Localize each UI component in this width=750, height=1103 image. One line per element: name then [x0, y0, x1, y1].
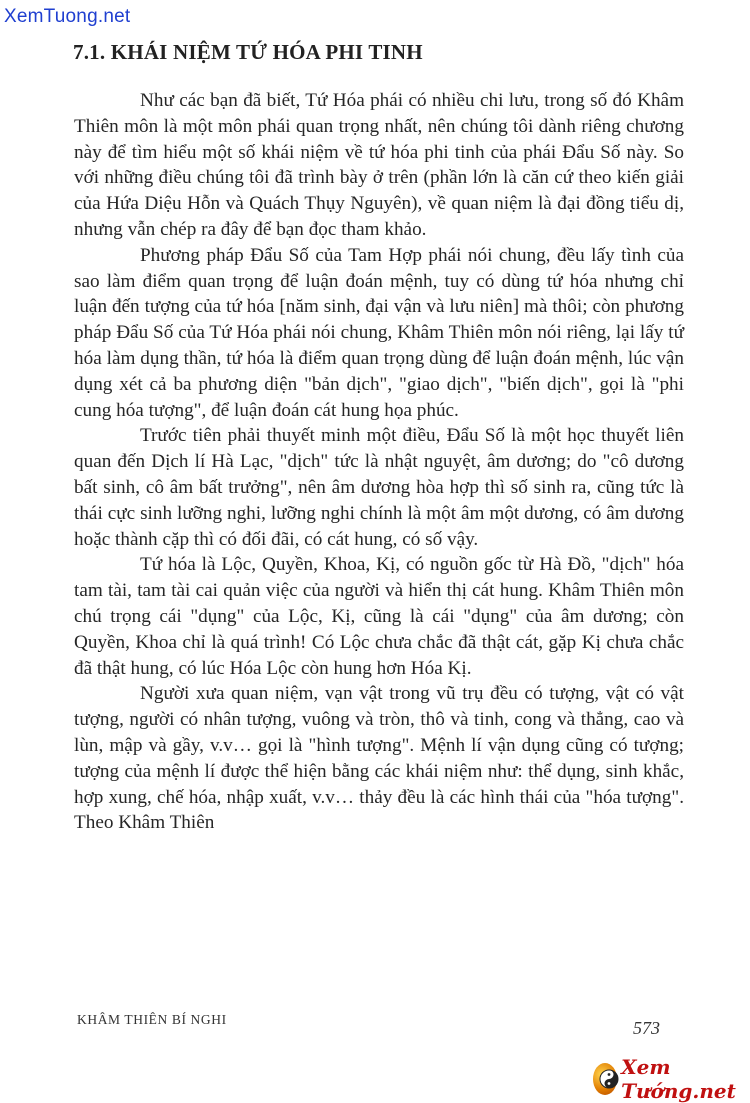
paragraph-3: Trước tiên phải thuyết minh một điều, Đẩu Số là một học thuyết liên quan đến Dịch lí Hà Lạc, "dịch" tức là nhật nguyệt, âm dương; do "cô dương bất sinh, cô âm bất trưởng", nên âm dương hòa hợp thì số sinh ra, cũng tức là thái cực sinh lưỡng nghi, lưỡng nghi chính là một âm một dương, có âm dương hoặc thành cặp thì có đối đãi, có cát hung, có số vậy. — [74, 425, 684, 550]
paragraph-4: Tứ hóa là Lộc, Quyền, Khoa, Kị, có nguồn gốc từ Hà Đồ, "dịch" hóa tam tài, tam tài cai quản việc của người và hiển thị cát hung. Khâm Thiên môn chú trọng cái "dụng" của Lộc, Kị, cũng là cái "dụng" của âm dương; còn Quyền, Khoa chỉ là quá trình! Có Lộc chưa chắc đã thật cát, gặp Kị chưa chắc đã thật hung, có lúc Hóa Lộc còn hung hơn Hóa Kị. — [74, 554, 684, 679]
body-text — [74, 88, 684, 836]
footer-book-title: KHÂM THIÊN BÍ NGHI — [77, 1012, 227, 1027]
paragraph-1: Như các bạn đã biết, Tứ Hóa phái có nhiều chi lưu, trong số đó Khâm Thiên môn là một môn phái quan trọng nhất, nên chúng tôi dành riêng chương này để tìm hiểu một số khái niệm về tứ hóa phi tinh của phái Đẩu Số này. So với những điều chúng tôi đã trình bày ở trên (phần lớn là căn cứ theo kiến giải của Hứa Diệu Hỗn và Quách Thụy Nguyên), về quan niệm là đại đồng tiểu dị, nhưng vẫn chép ra đây để bạn đọc tham khảo. — [74, 90, 684, 240]
brand-text: Xem Tướng.net — [621, 1055, 736, 1103]
paragraph-2: Phương pháp Đẩu Số của Tam Hợp phái nói chung, đều lấy tình của sao làm điểm quan trọng để luận đoán mệnh, tuy có dùng tứ hóa nhưng chỉ luận đến tượng của tứ hóa [năm sinh, đại vận và lưu niên] mà thôi; còn phương pháp Đẩu Số của Tứ Hóa phái nói chung, Khâm Thiên môn nói riêng, lại lấy tứ hóa làm dụng thần, tứ hóa là điểm quan trọng dùng để luận đoán mệnh, lúc vận dụng xét cả ba phương diện "bản dịch", "giao dịch", "biến dịch", gọi là "phi cung hóa tượng", để luận đoán cát hung họa phúc. — [74, 244, 684, 421]
brand-logo — [593, 1055, 750, 1103]
chapter-title: 7.1. KHÁI NIỆM TỨ HÓA PHI TINH — [73, 40, 423, 64]
paragraph-5: Người xưa quan niệm, vạn vật trong vũ trụ đều có tượng, vật có vật tượng, người có nhân tượng, vuông và tròn, thô và tinh, cong và thẳng, cao và lùn, mập và gầy, v.v… gọi là "hình tượng". Mệnh lí vận dụng cũng có tượng; tượng của mệnh lí được thể hiện bằng các khái niệm như: thể dụng, sinh khắc, hợp xung, chế hóa, nhập xuất, v.v… thảy đều là các hình thái của "hóa tượng". Theo Khâm Thiên — [74, 683, 684, 834]
yin-yang-icon — [593, 1063, 617, 1095]
footer-page-number: 573 — [633, 1018, 660, 1038]
watermark-top: XemTuong.net — [4, 6, 131, 27]
